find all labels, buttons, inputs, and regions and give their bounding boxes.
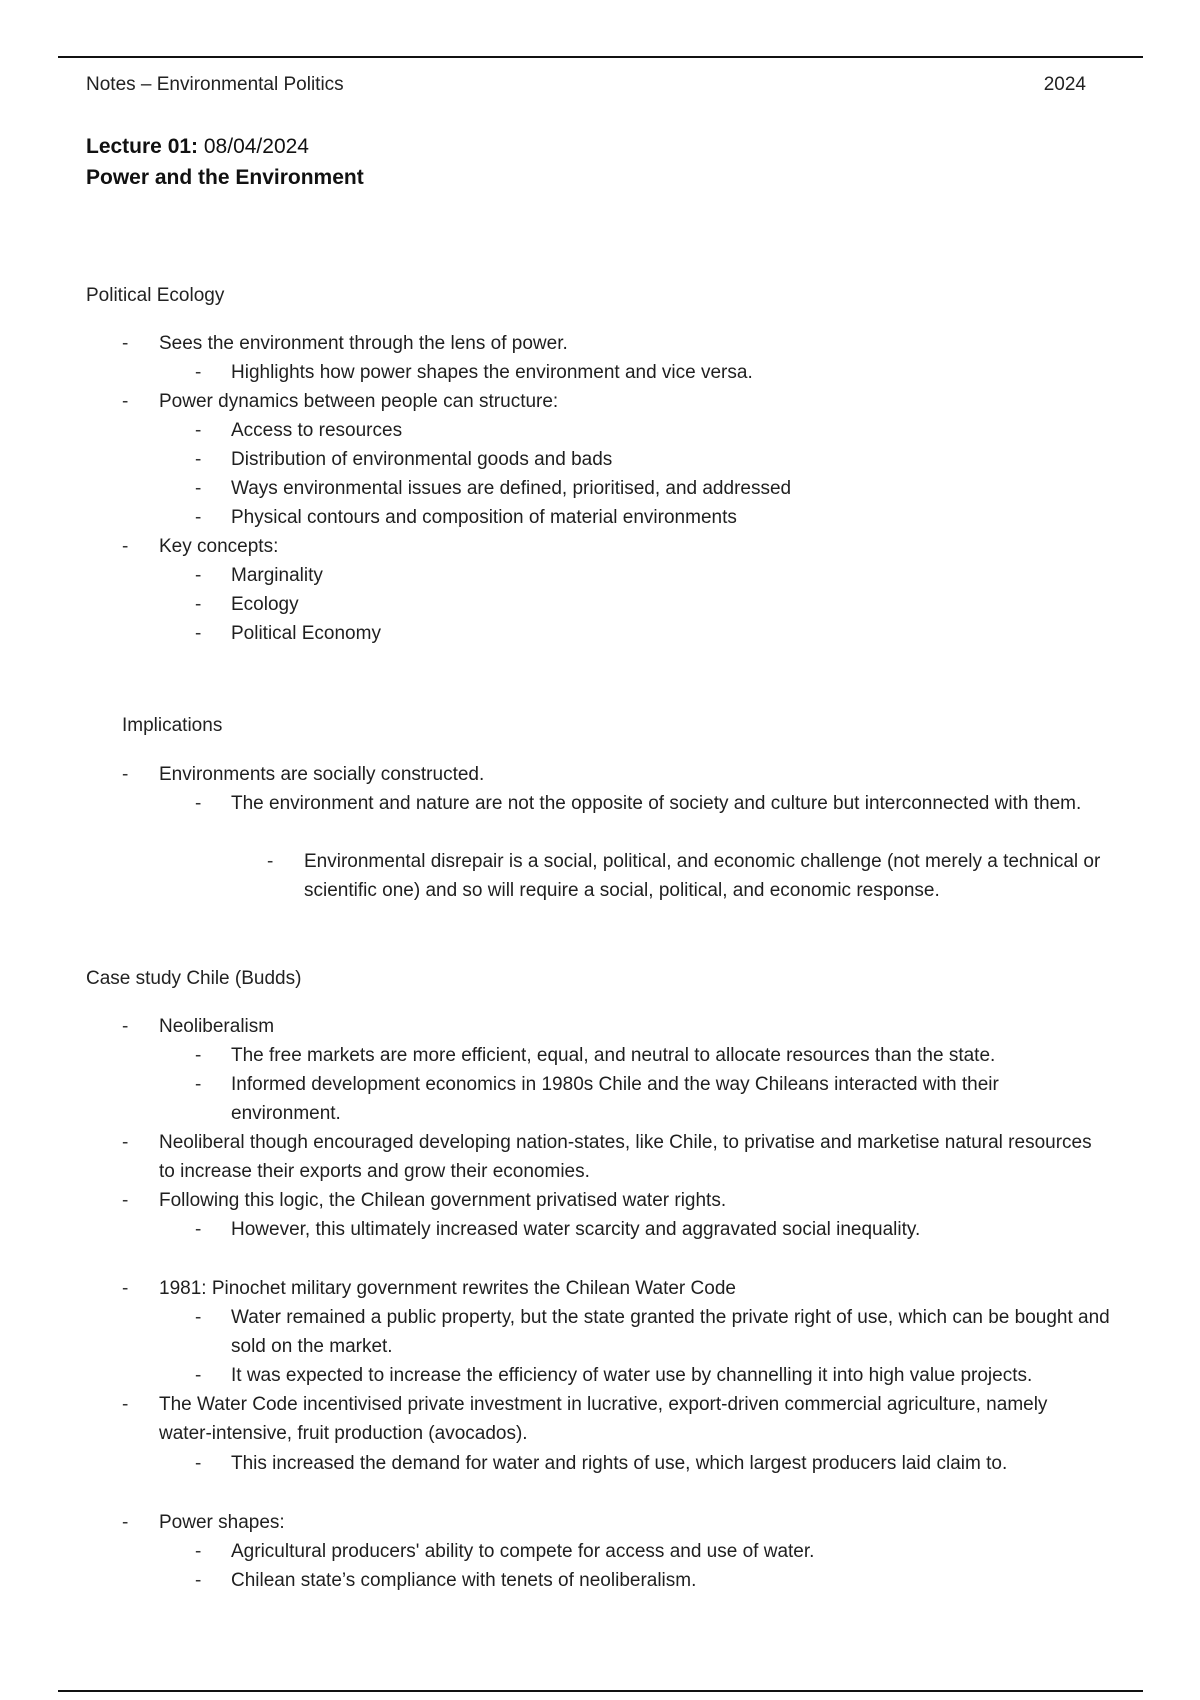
list-item: Distribution of environmental goods and bads — [231, 449, 613, 470]
bullet-marker: - — [122, 1016, 129, 1037]
top-rule — [58, 56, 1143, 58]
bullet-marker: - — [122, 1132, 129, 1153]
document-year: 2024 — [1043, 74, 1086, 95]
bullet-marker: - — [267, 851, 274, 872]
list-item: The Water Code incentivised private investment in lucrative, export-driven commercial agriculture, namely water-intensive, fruit production (avocados). — [159, 1394, 1048, 1444]
list-item: Water remained a public property, but the state granted the private right of use, which can be bought and sold on the market. — [231, 1307, 1110, 1357]
bullet-marker: - — [195, 1219, 202, 1240]
bullet-marker: - — [195, 623, 202, 644]
list-item: Highlights how power shapes the environment and vice versa. — [231, 362, 753, 383]
bottom-rule — [58, 1690, 1143, 1692]
lecture-heading — [86, 131, 364, 193]
bullet-marker: - — [122, 536, 129, 557]
bullet-marker: - — [122, 1190, 129, 1211]
bullet-marker: - — [195, 1074, 202, 1095]
section-heading-implications: Implications — [122, 715, 223, 736]
list-item: Agricultural producers' ability to compete for access and use of water. — [231, 1541, 815, 1562]
list-item: Neoliberal though encouraged developing nation-states, like Chile, to privatise and marketise natural resources to increase their exports and grow their economies. — [159, 1132, 1092, 1182]
lecture-label: Lecture 01: — [86, 135, 199, 158]
list-item: 1981: Pinochet military government rewrites the Chilean Water Code — [159, 1278, 736, 1299]
bullet-marker: - — [195, 1541, 202, 1562]
bullet-marker: - — [195, 1453, 202, 1474]
bullet-marker: - — [122, 764, 129, 785]
list-item: This increased the demand for water and rights of use, which largest producers laid claim to. — [231, 1453, 1008, 1474]
bullet-marker: - — [122, 391, 129, 412]
bullet-marker: - — [195, 1365, 202, 1386]
section-heading-chile: Case study Chile (Budds) — [86, 968, 302, 989]
bullet-marker: - — [195, 507, 202, 528]
list-item: Ecology — [231, 594, 299, 615]
bullet-marker: - — [195, 1045, 202, 1066]
list-item: Chilean state’s compliance with tenets of neoliberalism. — [231, 1570, 697, 1591]
bullet-marker: - — [195, 420, 202, 441]
list-item: The environment and nature are not the opposite of society and culture but interconnected with them. — [231, 793, 1082, 814]
bullet-marker: - — [195, 1570, 202, 1591]
bullet-marker: - — [122, 1512, 129, 1533]
list-item: Neoliberalism — [159, 1016, 275, 1037]
section-heading-political-ecology: Political Ecology — [86, 285, 225, 306]
bullet-marker: - — [195, 449, 202, 470]
list-item: Political Economy — [231, 623, 381, 644]
bullet-marker: - — [195, 793, 202, 814]
document-title: Notes – Environmental Politics — [86, 74, 344, 95]
list-item: It was expected to increase the efficiency of water use by channelling it into high value projects. — [231, 1365, 1033, 1386]
bullet-marker: - — [195, 362, 202, 383]
list-item: Power shapes: — [159, 1512, 285, 1533]
bullet-marker: - — [195, 1307, 202, 1328]
bullet-marker: - — [122, 1394, 129, 1415]
list-item: Informed development economics in 1980s Chile and the way Chileans interacted with their environment. — [231, 1074, 999, 1124]
list-item: Sees the environment through the lens of power. — [159, 333, 568, 354]
list-item: The free markets are more efficient, equal, and neutral to allocate resources than the state. — [231, 1045, 996, 1066]
list-item: Environments are socially constructed. — [159, 764, 485, 785]
lecture-title: Power and the Environment — [86, 166, 364, 189]
list-item: Environmental disrepair is a social, political, and economic challenge (not merely a technical or scientific one) and so will require a social, political, and economic response. — [304, 851, 1101, 901]
list-item: Physical contours and composition of material environments — [231, 507, 737, 528]
list-item: Access to resources — [231, 420, 403, 441]
bullet-marker: - — [122, 333, 129, 354]
list-item: Marginality — [231, 565, 323, 586]
list-item: Ways environmental issues are defined, prioritised, and addressed — [231, 478, 792, 499]
list-item: Following this logic, the Chilean government privatised water rights. — [159, 1190, 727, 1211]
bullet-marker: - — [195, 565, 202, 586]
lecture-date: 08/04/2024 — [198, 135, 309, 158]
list-item: Power dynamics between people can structure: — [159, 391, 559, 412]
list-item: However, this ultimately increased water scarcity and aggravated social inequality. — [231, 1219, 921, 1240]
list-item: Key concepts: — [159, 536, 279, 557]
bullet-marker: - — [195, 478, 202, 499]
bullet-marker: - — [122, 1278, 129, 1299]
bullet-marker: - — [195, 594, 202, 615]
